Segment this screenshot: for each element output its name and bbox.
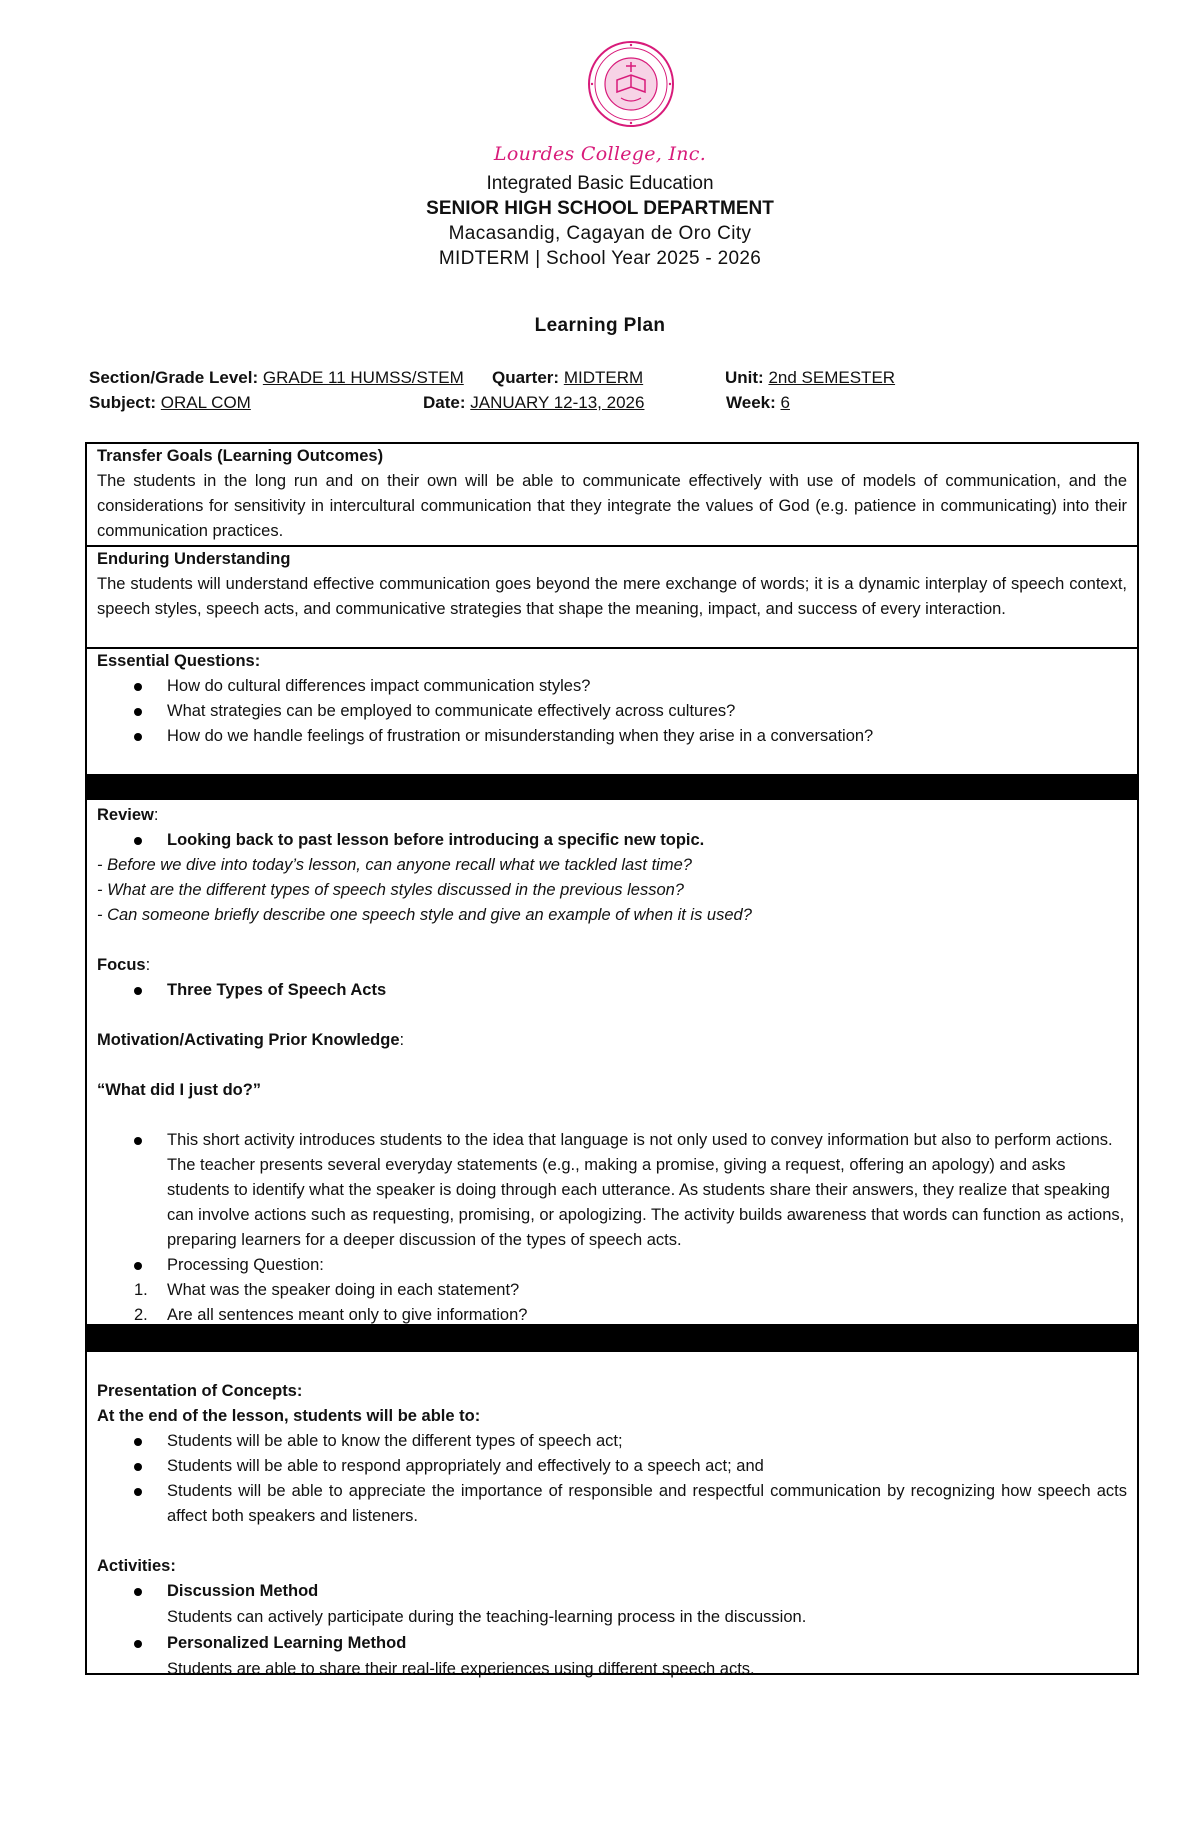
header-line-1: Integrated Basic Education: [486, 173, 714, 194]
review-section: [87, 803, 1137, 1328]
subject: Subject: ORAL COM: [89, 393, 251, 412]
list-item: How do cultural differences impact communication styles?: [97, 674, 1127, 699]
essential-questions-section: [87, 649, 1137, 749]
focus-colon: :: [145, 956, 151, 974]
term-line: MIDTERM | School Year 2025 - 2026: [438, 248, 762, 269]
motivation-heading: Motivation/Activating Prior Knowledge: [97, 1031, 400, 1049]
presentation-heading: Presentation of Concepts:: [97, 1382, 303, 1400]
learning-plan-table: [85, 442, 1139, 1678]
enduring-understanding-section: [87, 547, 1137, 622]
review-question: - Can someone briefly describe one speech style and give an example of when it is used?: [97, 906, 752, 924]
processing-question: 2. Are all sentences meant only to give information?: [134, 1306, 528, 1324]
review-colon: :: [153, 806, 159, 824]
college-name: Lourdes College, Inc.: [493, 143, 707, 165]
section-separator-bar: [87, 1324, 1137, 1352]
activity-item-desc: Students are able to share their real-life experiences using different speech acts.: [167, 1660, 755, 1678]
date: Date: JANUARY 12-13, 2026: [423, 393, 645, 412]
address-line: Macasandig, Cagayan de Oro City: [448, 223, 752, 244]
enduring-heading: Enduring Understanding: [97, 550, 291, 568]
activity-item-title: Discussion Method: [97, 1579, 1127, 1604]
list-item: What strategies can be employed to communicate effectively across cultures?: [97, 699, 1127, 724]
page-title: Learning Plan: [534, 315, 666, 336]
quarter: Quarter: MIDTERM: [492, 368, 644, 387]
focus-bullet: Three Types of Speech Acts: [97, 978, 1127, 1003]
enduring-text: The students will understand effective communication goes beyond the mere exchange of words; it is a dynamic interplay of speech context, speech styles, speech acts, and communicative strategies that shape the meaning, impact, and success of every interaction.: [97, 575, 1127, 618]
review-heading: Review: [97, 806, 154, 824]
department-title: SENIOR HIGH SCHOOL DEPARTMENT: [426, 198, 774, 219]
focus-heading: Focus: [97, 956, 146, 974]
processing-label: Processing Question:: [97, 1253, 1127, 1278]
unit: Unit: 2nd SEMESTER: [725, 368, 896, 387]
activities-heading: Activities:: [97, 1557, 176, 1575]
list-item: How do we handle feelings of frustration or misunderstanding when they arise in a conversation?: [97, 724, 1127, 749]
list-item: Students will be able to appreciate the importance of responsible and respectful communication by recognizing how speech acts affect both speakers and listeners.: [97, 1479, 1127, 1529]
presentation-section: [87, 1379, 1137, 1683]
review-bullet: Looking back to past lesson before introducing a specific new topic.: [97, 828, 1127, 853]
motivation-colon: :: [399, 1031, 405, 1049]
activity-item-title: Personalized Learning Method: [97, 1631, 1127, 1656]
section-grade-level: Section/Grade Level: GRADE 11 HUMSS/STEM: [89, 368, 464, 387]
activity-description: This short activity introduces students to the idea that language is not only used to convey information but also to perform actions. The teacher presents several everyday statements (e.g., making a promise, giving a request, offering an apology) and asks students to identify what the speaker is doing through each utterance. As students share their answers, they realize that speaking can involve actions such as requesting, promising, or apologizing. The activity builds awareness that words can function as actions, preparing learners for a deeper discussion of the types of speech acts.: [97, 1128, 1127, 1253]
review-question: - What are the different types of speech styles discussed in the previous lesson?: [97, 881, 684, 899]
processing-question: 1. What was the speaker doing in each statement?: [134, 1281, 520, 1299]
week: Week: 6: [726, 393, 790, 412]
section-separator-bar: [87, 774, 1137, 800]
transfer-goals-heading: Transfer Goals (Learning Outcomes): [97, 447, 384, 465]
essential-heading: Essential Questions:: [97, 652, 261, 670]
list-item: Students will be able to respond appropriately and effectively to a speech act; and: [97, 1454, 1127, 1479]
presentation-subheading: At the end of the lesson, students will be able to:: [97, 1407, 481, 1425]
activity-title: “What did I just do?”: [97, 1081, 262, 1099]
transfer-goals-section: [87, 444, 1137, 544]
activity-item-desc: Students can actively participate during the teaching-learning process in the discussion.: [167, 1608, 807, 1626]
transfer-goals-text: The students in the long run and on their own will be able to communicate effectively with use of models of communication, and the considerations for sensitivity in intercultural communication that they integrate the values of God (e.g. patience in communicating) into their communication practices.: [97, 472, 1127, 540]
list-item: Students will be able to know the different types of speech act;: [97, 1429, 1127, 1454]
review-question: - Before we dive into today’s lesson, can anyone recall what we tackled last time?: [97, 856, 692, 874]
college-seal-logo: [587, 40, 675, 128]
